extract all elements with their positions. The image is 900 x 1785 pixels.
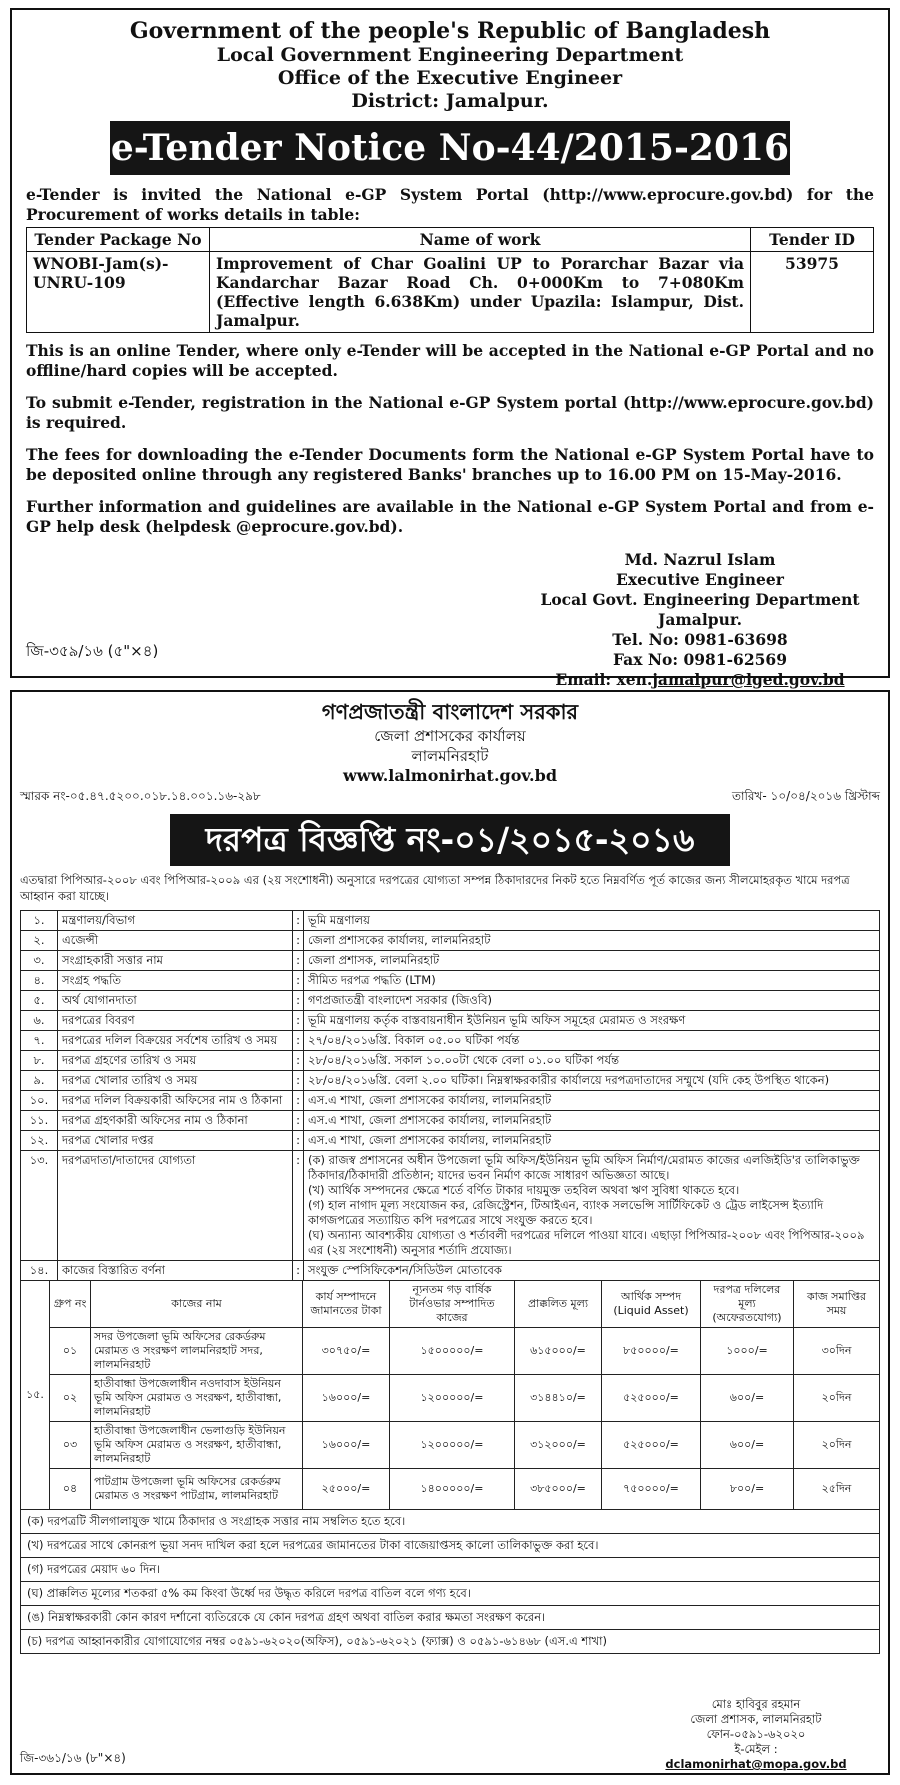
- cell-turnover: ১৫০০০০০/=: [390, 1328, 515, 1375]
- row-label: অর্থ যোগানদাতা: [58, 991, 293, 1011]
- header-district: লালমনিরহাট: [411, 747, 489, 765]
- row-colon: :: [293, 1071, 304, 1091]
- row-label: দরপত্র গ্রহণকারী অফিসের নাম ও ঠিকানা: [58, 1111, 293, 1131]
- table-row: [21, 971, 880, 991]
- row-sl: ২.: [21, 931, 58, 951]
- cell-liquid-asset: ৫২৫০০০/=: [602, 1422, 701, 1469]
- table-row: [21, 991, 880, 1011]
- cell-security: ১৬০০০/=: [303, 1375, 390, 1422]
- signer-phone: ফোন-০৫৯১-৬২০২০: [706, 1727, 806, 1741]
- signature-block: [540, 550, 860, 690]
- cell-doc-price: ৬০০/=: [701, 1422, 794, 1469]
- cell-estimate: ৩৮৫০০০/=: [515, 1469, 602, 1510]
- cell-doc-price: ১০০০/=: [701, 1328, 794, 1375]
- row-value: এস.এ শাখা, জেলা প্রশাসকের কার্যালয়, লালমনিরহাট: [304, 1091, 880, 1111]
- list-item: [21, 1630, 880, 1654]
- table-row: [21, 1031, 880, 1051]
- tender-info-table: [20, 910, 880, 1281]
- tender-table: [26, 227, 874, 333]
- table-row: [21, 1111, 880, 1131]
- table-row: [21, 1328, 880, 1375]
- row-value: ২৭/০৪/২০১৬খ্রি. বিকাল ০৫.০০ ঘটিকা পর্যন্ত: [304, 1031, 880, 1051]
- cell-liquid-asset: ৫২৫০০০/=: [602, 1375, 701, 1422]
- col-work-name: কাজের নাম: [91, 1281, 303, 1328]
- table-row: [21, 1011, 880, 1031]
- row-value: ২৮/০৪/২০১৬খ্রি. বেলা ২.০০ ঘটিকা। নিম্নস্বাক্ষরকারীর কার্যালয়ে দরপত্রদাতাদের সম্মুখে (যদি কেহ উপস্থিত থাকেন): [304, 1071, 880, 1091]
- col-work-name: Name of work: [210, 228, 751, 252]
- cell-estimate: ৬১৫০০০/=: [515, 1328, 602, 1375]
- notice-title: e-Tender Notice No-44/2015-2016: [110, 121, 790, 175]
- cell-liquid-asset: ৮৫০০০০/=: [602, 1328, 701, 1375]
- list-item: [21, 1534, 880, 1558]
- email-label: Email: xen.: [555, 670, 653, 689]
- cell-turnover: ১৪০০০০০/=: [390, 1469, 515, 1510]
- row-sl: ৭.: [21, 1031, 58, 1051]
- memo-line: [20, 788, 880, 808]
- col-package: Tender Package No: [27, 228, 210, 252]
- row-sl: ৪.: [21, 971, 58, 991]
- row-sl: ১৪.: [21, 1261, 58, 1281]
- col-time: কাজ সমাপ্তির সময়: [794, 1281, 880, 1328]
- row-sl: ৯.: [21, 1071, 58, 1091]
- row-colon: :: [293, 911, 304, 931]
- row-value: গণপ্রজাতন্ত্রী বাংলাদেশ সরকার (জিওবি): [304, 991, 880, 1011]
- table-row: [21, 951, 880, 971]
- cell-tender-id: 53975: [751, 252, 874, 333]
- notice-header: [20, 698, 880, 786]
- cell-security: ১৬০০০/=: [303, 1422, 390, 1469]
- row-label: সংগ্রাহকারী সত্তার নাম: [58, 951, 293, 971]
- row-value: ২৮/০৪/২০১৬খ্রি. সকাল ১০.০০টা থেকে বেলা ০১.০০ ঘটিকা পর্যন্ত: [304, 1051, 880, 1071]
- list-item: [21, 1558, 880, 1582]
- cell-group: ০১: [50, 1328, 91, 1375]
- table-header-row: [27, 228, 874, 252]
- row-colon: :: [293, 951, 304, 971]
- col-group: গ্রুপ নং: [50, 1281, 91, 1328]
- header-office: জেলা প্রশাসকের কার্যালয়: [374, 727, 526, 745]
- table-row: [21, 1051, 880, 1071]
- table-row: [21, 1131, 880, 1151]
- notice-title: দরপত্র বিজ্ঞপ্তি নং-০১/২০১৫-২০১৬: [170, 814, 730, 866]
- cell-liquid-asset: ৭৫০০০০/=: [602, 1469, 701, 1510]
- signer-email: [540, 670, 860, 690]
- header-office: Office of the Executive Engineer: [277, 67, 623, 89]
- table-row: [21, 911, 880, 931]
- cell-time: ২০দিন: [794, 1422, 880, 1469]
- header-department: Local Government Engineering Department: [216, 44, 684, 66]
- row-colon: :: [293, 1151, 304, 1261]
- row-colon: :: [293, 1011, 304, 1031]
- works-header-row: [21, 1281, 880, 1328]
- row-value: এস.এ শাখা, জেলা প্রশাসকের কার্যালয়, লালমনিরহাট: [304, 1111, 880, 1131]
- row-sl: ৬.: [21, 1011, 58, 1031]
- cell-security: ২৫০০০/=: [303, 1469, 390, 1510]
- signature-block: [646, 1697, 866, 1772]
- condition-text: (গ) দরপত্রের মেয়াদ ৬০ দিন।: [21, 1558, 880, 1582]
- works-sl: ১৫.: [21, 1281, 50, 1510]
- row-label: এজেন্সী: [58, 931, 293, 951]
- row-sl: ১.: [21, 911, 58, 931]
- condition-text: (খ) দরপত্রের সাথে কোনরূপ ভূয়া সনদ দাখিল করা হলে দরপত্রের জামানতের টাকা বাজেয়াপ্তসহ কালো তালিকাভুক্ত করা হবে।: [21, 1534, 880, 1558]
- list-item: [21, 1582, 880, 1606]
- signer-designation: জেলা প্রশাসক, লালমনিরহাট: [690, 1712, 822, 1726]
- intro-paragraph: e-Tender is invited the National e-GP System Portal (http://www.eprocure.gov.bd) for the Procurement of works details in table:: [26, 185, 874, 224]
- row-colon: :: [293, 991, 304, 1011]
- row-colon: :: [293, 1051, 304, 1071]
- signer-designation: Executive Engineer: [616, 570, 784, 589]
- paragraph-online: This is an online Tender, where only e-Tender will be accepted in the National e-GP Portal and no offline/hard copies will be accepted.: [26, 341, 874, 380]
- works-table: [20, 1280, 880, 1510]
- row-sl: ৩.: [21, 951, 58, 971]
- row-label: দরপত্র খোলার দপ্তর: [58, 1131, 293, 1151]
- cell-work-name: হাতীবান্ধা উপজেলাধীন ভেলাগুড়ি ইউনিয়ন ভূমি অফিস মেরামত ও সংরক্ষণ, হাতীবান্ধা, লালমনিরহাট: [91, 1422, 303, 1469]
- notice-header: [26, 18, 874, 113]
- table-row: [21, 1261, 880, 1281]
- row-sl: ১০.: [21, 1091, 58, 1111]
- qualification-line: (গ) হাল নাগাদ মূল্য সংযোজন কর, রেজিস্ট্রেশন, টিআইএন, ব্যাংক সলভেন্সি সার্টিফিকেট ও ট্রেড লাইসেন্স ইত্যাদি কাগজপত্রের সত্যায়িত কপি দরপত্রের সাথে সংযুক্ত করতে হবে।: [308, 1198, 824, 1227]
- condition-text: (ঙ) নিম্নস্বাক্ষরকারী কোন কারণ দর্শানো ব্যতিরেকে যে কোন দরপত্র গ্রহণ অথবা বাতিল করার ক্ষমতা সংরক্ষণ করেন।: [21, 1606, 880, 1630]
- cell-doc-price: ৬০০/=: [701, 1375, 794, 1422]
- row-colon: :: [293, 1111, 304, 1131]
- conditions-table: [20, 1509, 880, 1654]
- row-colon: :: [293, 1131, 304, 1151]
- row-label: কাজের বিস্তারিত বর্ণনা: [58, 1261, 293, 1281]
- signer-email: [646, 1742, 866, 1772]
- cell-work-name: Improvement of Char Goalini UP to Porarchar Bazar via Kandarchar Bazar Road Ch. 0+000Km to 7+080Km (Effective length 6.638Km) under Upazila: Islampur, Dist. Jamalpur.: [210, 252, 751, 333]
- row-sl: ১৩.: [21, 1151, 58, 1261]
- cell-group: ০৩: [50, 1422, 91, 1469]
- condition-text: (চ) দরপত্র আহ্বানকারীর যোগাযোগের নম্বর ০৫৯১-৬২০২০(অফিস), ০৫৯১-৬২০২১ (ফ্যাক্স) ও ০৫৯১-৬১৪৬৮ (এস.এ শাখা): [21, 1630, 880, 1654]
- cell-work-name: সদর উপজেলা ভূমি অফিসের রেকর্ডরুম মেরামত ও সংরক্ষণ লালমনিরহাট সদর, লালমনিরহাট: [91, 1328, 303, 1375]
- cell-turnover: ১২০০০০০/=: [390, 1422, 515, 1469]
- paragraph-info: Further information and guidelines are available in the National e-GP System Portal and from e-GP help desk (helpdesk @eprocure.gov.bd).: [26, 497, 874, 536]
- tender-notice-lalmonirhat: [10, 690, 890, 1775]
- row-label: দরপত্র গ্রহণের তারিখ ও সময়: [58, 1051, 293, 1071]
- row-colon: :: [293, 1261, 304, 1281]
- cell-turnover: ১২০০০০০/=: [390, 1375, 515, 1422]
- row-sl: ১১.: [21, 1111, 58, 1131]
- signer-office: Local Govt. Engineering Department: [540, 590, 860, 609]
- list-item: [21, 1606, 880, 1630]
- condition-text: (ঘ) প্রাক্কলিত মূল্যের শতকরা ৫% কম কিংবা উর্ধ্বে দর উদ্ধৃত করিলে দরপত্র বাতিল বলে গণ্য হবে।: [21, 1582, 880, 1606]
- qualification-line: (ঘ) অন্যান্য আবশ্যকীয় যোগ্যতা ও শর্তাবলী দরপত্রের দলিলে পাওয়া যাবে। এছাড়া পিপিআর-২০০৮ এবং পিপিআর-২০০৯ এর (২য় সংশোধনী) অনুসার শর্তাদি প্রযোজ্য।: [308, 1228, 865, 1257]
- cell-estimate: ৩১২০০০/=: [515, 1422, 602, 1469]
- email-link[interactable]: dclamonirhat@mopa.gov.bd: [665, 1757, 847, 1771]
- table-row: [21, 1091, 880, 1111]
- row-value: জেলা প্রশাসক, লালমনিরহাট: [304, 951, 880, 971]
- header-district: District: Jamalpur.: [351, 90, 549, 112]
- row-value: সীমিত দরপত্র পদ্ধতি (LTM): [304, 971, 880, 991]
- row-value: ভূমি মন্ত্রণালয়: [304, 911, 880, 931]
- table-row: [27, 252, 874, 333]
- row-label: মন্ত্রণালয়/বিভাগ: [58, 911, 293, 931]
- col-liquid-asset: আর্থিক সম্পদ (Liquid Asset): [602, 1281, 701, 1328]
- col-security: কার্য সম্পাদনে জামানতের টাকা: [303, 1281, 390, 1328]
- cell-time: ৩০দিন: [794, 1328, 880, 1375]
- table-row: [21, 1469, 880, 1510]
- cell-time: ২৫দিন: [794, 1469, 880, 1510]
- row-colon: :: [293, 931, 304, 951]
- row-colon: :: [293, 1031, 304, 1051]
- col-tender-id: Tender ID: [751, 228, 874, 252]
- row-label: দরপত্র খোলার তারিখ ও সময়: [58, 1071, 293, 1091]
- condition-text: (ক) দরপত্রটি সীলগালাযুক্ত খামে ঠিকাদার ও সংগ্রাহক সত্তার নাম সম্বলিত হতে হবে।: [21, 1510, 880, 1534]
- row-label: দরপত্র দলিল বিক্রয়কারী অফিসের নাম ও ঠিকানা: [58, 1091, 293, 1111]
- row-value: জেলা প্রশাসকের কার্যালয়, লালমনিরহাট: [304, 931, 880, 951]
- header-website[interactable]: www.lalmonirhat.gov.bd: [343, 766, 557, 785]
- cell-doc-price: ৮০০/=: [701, 1469, 794, 1510]
- row-label: সংগ্রহ পদ্ধতি: [58, 971, 293, 991]
- table-row: [21, 931, 880, 951]
- col-turnover: ন্যূনতম গড় বার্ষিক টার্নওভার সম্পাদিত কাজের: [390, 1281, 515, 1328]
- row-value: সংযুক্ত স্পেসিফিকেশন/সিডিউল মোতাবেক: [304, 1261, 880, 1281]
- paragraph-fees: The fees for downloading the e-Tender Documents form the National e-GP System Portal have to be deposited online through any registered Banks' branches up to 16.00 PM on 15-May-2016.: [26, 445, 874, 484]
- paragraph-registration: To submit e-Tender, registration in the National e-GP System portal (http://www.eprocure.gov.bd) is required.: [26, 393, 874, 432]
- col-estimate: প্রাক্কলিত মূল্য: [515, 1281, 602, 1328]
- email-label: ই-মেইল :: [734, 1742, 778, 1756]
- row-sl: ৫.: [21, 991, 58, 1011]
- cell-security: ৩০৭৫০/=: [303, 1328, 390, 1375]
- cell-time: ২০দিন: [794, 1375, 880, 1422]
- qualification-row: [21, 1151, 880, 1261]
- row-label: দরপত্রের বিবরণ: [58, 1011, 293, 1031]
- signer-tel: Tel. No: 0981-63698: [612, 630, 788, 649]
- cell-package: WNOBI-Jam(s)-UNRU-109: [27, 252, 210, 333]
- signer-district: Jamalpur.: [658, 610, 742, 629]
- notice-reference: জি-৩৫৯/১৬ (৫"×৪): [26, 642, 159, 660]
- cell-work-name: পাটগ্রাম উপজেলা ভূমি অফিসের রেকর্ডরুম মেরামত ও সংরক্ষণ পাটগ্রাম, লালমনিরহাট: [91, 1469, 303, 1510]
- row-sl: ১২.: [21, 1131, 58, 1151]
- qualification-line: (ক) রাজস্ব প্রশাসনের অধীন উপজেলা ভূমি অফিস/ইউনিয়ন ভূমি অফিস নির্মাণ/মেরামত কাজের এলজিইডি'র তালিকাভুক্ত ঠিকাদার/ঠিকাদারী প্রতিষ্ঠান; যাদের ভবন নির্মাণ কাজে সাধারণ অভিজ্ঞতা আছে।: [308, 1153, 860, 1182]
- row-label: দরপত্রদাতা/দাতাদের যোগ্যতা: [58, 1151, 293, 1261]
- table-row: [21, 1375, 880, 1422]
- signer-name: মোঃ হাবিবুর রহমান: [711, 1697, 801, 1711]
- signer-name: Md. Nazrul Islam: [624, 550, 776, 569]
- notice-reference: জি-৩৬১/১৬ (৮"×৪): [20, 1751, 126, 1765]
- row-label: দরপত্রের দলিল বিক্রয়ের সর্বশেষ তারিখ ও সময়: [58, 1031, 293, 1051]
- signer-fax: Fax No: 0981-62569: [613, 650, 787, 669]
- memo-date: তারিখ- ১০/০৪/২০১৬ খ্রিস্টাব্দ: [732, 789, 880, 803]
- table-row: [21, 1071, 880, 1091]
- header-government: Government of the people's Republic of Bangladesh: [129, 18, 771, 44]
- col-doc-price: দরপত্র দলিলের মূল্য (অফেরতযোগ্য): [701, 1281, 794, 1328]
- row-value: ভূমি মন্ত্রণালয় কর্তৃক বাস্তবায়নাধীন ইউনিয়ন ভূমি অফিস সমূহের মেরামত ও সংরক্ষণ: [304, 1011, 880, 1031]
- qualification-line: (খ) আর্থিক সম্পদনের ক্ষেত্রে শর্তে বর্ণিত টাকার দায়মুক্ত তহবিল অথবা ঋণ সুবিধা থাকতে হবে।: [308, 1183, 740, 1197]
- list-item: [21, 1510, 880, 1534]
- email-link[interactable]: jamalpur@lged.gov.bd: [652, 670, 845, 689]
- header-government: গণপ্রজাতন্ত্রী বাংলাদেশ সরকার: [321, 700, 579, 724]
- cell-group: ০৪: [50, 1469, 91, 1510]
- row-value: এস.এ শাখা, জেলা প্রশাসকের কার্যালয়, লালমনিরহাট: [304, 1131, 880, 1151]
- intro-paragraph: এতদ্বারা পিপিআর-২০০৮ এবং পিপিআর-২০০৯ এর (২য় সংশোধনী) অনুসারে দরপত্রের যোগ্যতা সম্পন্ন ঠিকাদারদের নিকট হতে নিম্নবর্ণিত পূর্ত কাজের জন্য সীলমোহরকৃত খামে দরপত্র আহ্বান করা যাচ্ছে।: [20, 873, 850, 903]
- row-sl: ৮.: [21, 1051, 58, 1071]
- table-row: [21, 1422, 880, 1469]
- row-colon: :: [293, 1091, 304, 1111]
- qualification-value: [304, 1151, 880, 1261]
- memo-number: স্মারক নং-০৫.৪৭.৫২০০.০১৮.১৪.০০১.১৬-২৯৮: [20, 789, 261, 803]
- cell-group: ০২: [50, 1375, 91, 1422]
- row-colon: :: [293, 971, 304, 991]
- cell-work-name: হাতীবান্ধা উপজেলাধীন নওদাবাস ইউনিয়ন ভূমি অফিস মেরামত ও সংরক্ষণ, হাতীবান্ধা, লালমনিরহাট: [91, 1375, 303, 1422]
- cell-estimate: ৩১৪৪১০/=: [515, 1375, 602, 1422]
- tender-notice-lged: [10, 8, 890, 689]
